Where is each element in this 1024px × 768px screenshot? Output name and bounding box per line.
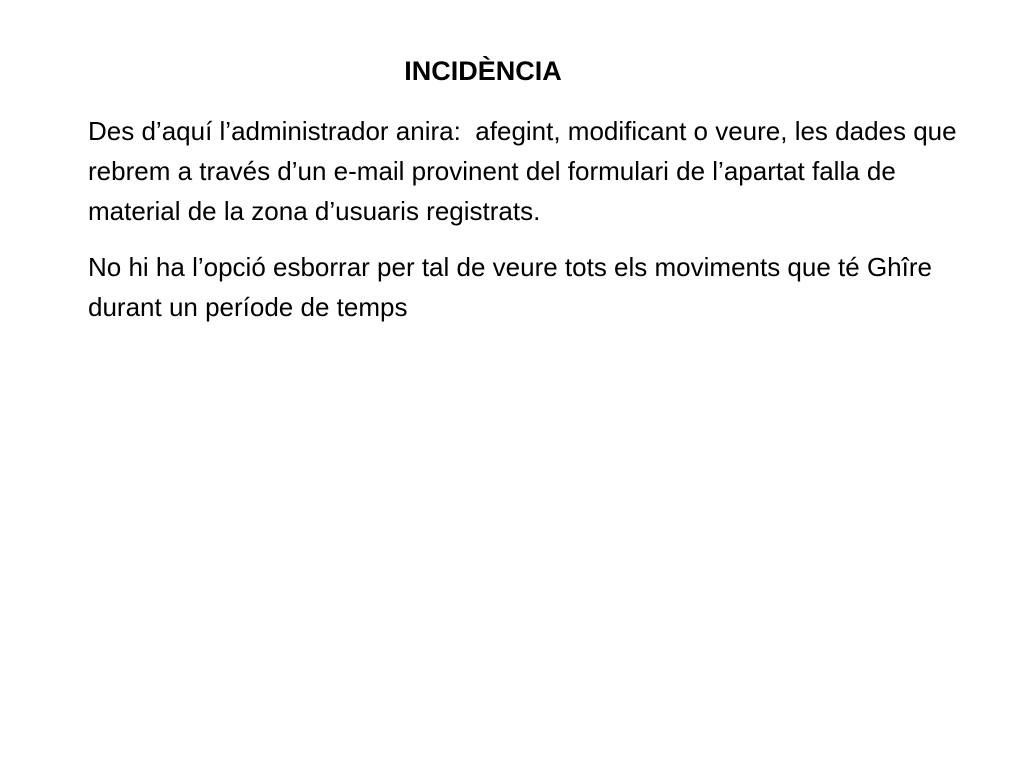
body-paragraph-description: Des d’aquí l’administrador anira: afegint, modificant o veure, les dades que rebrem a través d’un e-mail provinent del formulari de l’apartat falla de material de la zona d’usuaris registrats. <box>88 116 964 226</box>
slide-body <box>88 111 968 343</box>
slide-title: INCIDÈNCIA <box>404 56 562 86</box>
body-paragraph-note: No hi ha l’opció esborrar per tal de veure tots els moviments que té Ghîre durant un període de temps <box>88 252 940 322</box>
